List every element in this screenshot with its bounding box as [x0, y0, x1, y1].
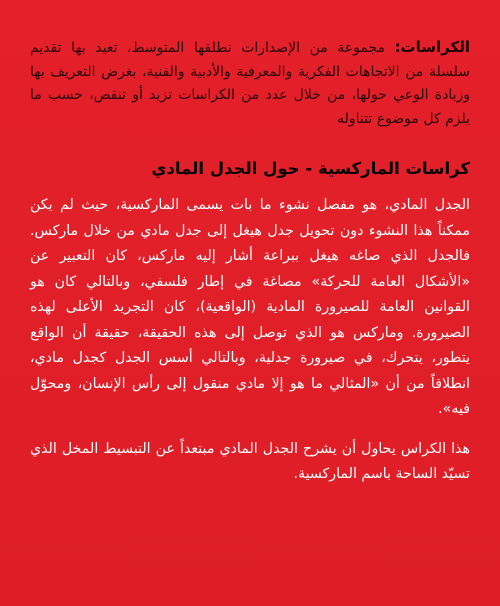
series-label: الكراسات:	[394, 38, 470, 56]
series-description	[30, 36, 470, 131]
description-paragraph-1: الجدل المادي، هو مفصل نشوء ما بات يسمى الماركسية، حيث لم يكن ممكناً هذا النشوء دون تحويل جدل هيغل إلى جدل مادي من خلال ماركس. فالجدل الذي صاغه هيغل ببراعة أشار إليه ماركس، كان التعبير عن «الأشكال العامة للحركة» مصاغة في إطار فلسفي، وبالتالي كان هو القوانين العامة للصيرورة المادية (الواقعية)، كان التجريد الأعلى لهذه الصيرورة. وماركس هو الذي توصل إلى هذه الحقيقة، حقيقة أن الواقع يتطور، يتحرك، في صيرورة جدلية، وبالتالي أسس الجدل كجدل مادي، انطلاقاً من أن «المثالي ما هو إلا مادي منقول إلى رأس الإنسان، ومحوّل فيه».	[30, 197, 470, 417]
series-description-text: مجموعة من الإصدارات نطلقها المتوسط، تعيد بها تقديم سلسلة من الاتجاهات الفكرية والمعرفية والأدبية والفنية، بغرض التعريف بها وزيادة الوعي حولها، من خلال عدد من الكراسات تزيد أو تنقص، حسب ما يلزم كل موضوع تتناوله	[30, 40, 470, 127]
book-title: كراسات الماركسية - حول الجدل المادي	[151, 159, 470, 178]
description-paragraph-2: هذا الكراس يحاول أن يشرح الجدل المادي مبتعداً عن التبسيط المخل الذي تسيّد الساحة باسم الماركسية.	[30, 440, 470, 482]
